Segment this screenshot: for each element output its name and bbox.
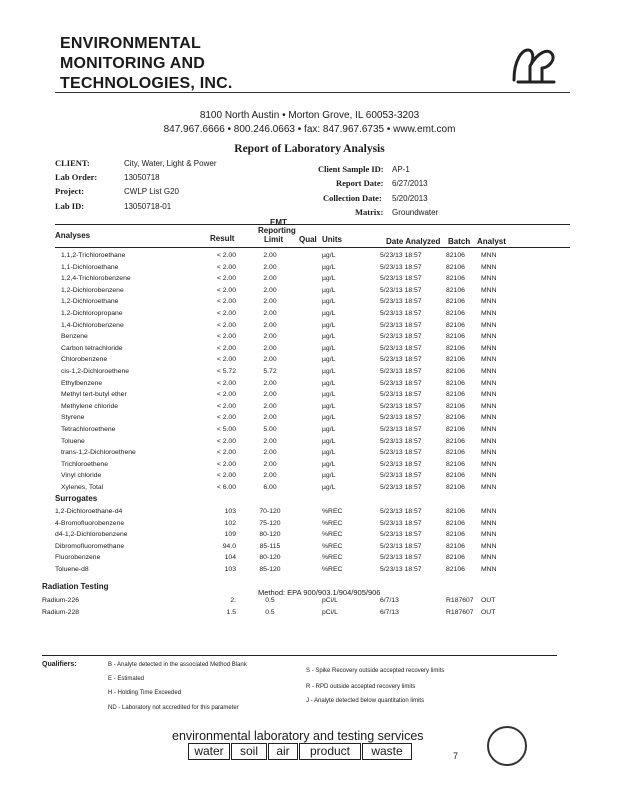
tag-soil: soil (231, 743, 267, 760)
date-analyzed: 6/7/13 (380, 608, 399, 616)
date-analyzed: 6/7/13 (380, 597, 399, 604)
reporting-limit: 2.00 (263, 263, 277, 271)
units: µg/L (322, 263, 336, 271)
result-value: < 2.00 (216, 460, 236, 468)
result-value: < 2.00 (216, 379, 236, 387)
units: µg/L (322, 426, 336, 433)
units: µg/L (322, 252, 336, 259)
analyte-name: Ethylbenzene (61, 379, 103, 387)
page-number: 7 (453, 751, 459, 761)
batch-id: 82106 (446, 472, 465, 480)
qualifier-j: J - Analyte detected below quantitation limits (306, 698, 425, 704)
date-analyzed: 5/23/13 18:57 (380, 542, 422, 550)
reporting-limit: 2.00 (263, 333, 277, 341)
report-title: Report of Laboratory Analysis (234, 143, 385, 155)
batch-id: 82106 (446, 391, 465, 399)
date-analyzed: 5/23/13 18:57 (380, 554, 422, 562)
units: pCi/L (322, 608, 338, 616)
analyst-id: MNN (481, 508, 497, 515)
reporting-limit: 85-115 (259, 542, 281, 550)
analyst-id: MNN (481, 484, 497, 491)
analyte-name: 1,2-Dichloroethane-d4 (55, 508, 123, 515)
analyte-name: Vinyl chloride (61, 472, 102, 480)
units: µg/L (322, 472, 336, 480)
batch-id: R187607 (446, 597, 474, 604)
reporting-limit: 2.00 (263, 321, 277, 329)
analyte-name: Styrene (61, 414, 85, 422)
reporting-limit: 2.00 (263, 286, 277, 294)
date-analyzed: 5/23/13 18:57 (380, 566, 422, 573)
units: µg/L (322, 402, 336, 410)
batch-id: 82106 (446, 286, 465, 294)
result-value: 102 (224, 519, 236, 527)
units: %REC (322, 519, 343, 527)
lab-order-value: 13050718 (124, 173, 160, 182)
reporting-limit: 75-120 (259, 519, 281, 527)
reporting-limit: 2.00 (263, 472, 277, 480)
batch-id: 82106 (446, 321, 465, 329)
units: µg/L (322, 449, 336, 457)
batch-id: 82106 (446, 368, 465, 375)
reporting-limit: 80-120 (259, 554, 281, 562)
batch-id: 82106 (446, 275, 465, 283)
units: %REC (322, 542, 343, 550)
date-analyzed: 5/23/13 18:57 (380, 437, 422, 445)
units: µg/L (322, 379, 336, 387)
company-line-3: TECHNOLOGIES, INC. (60, 75, 233, 92)
result-value: < 2.00 (216, 310, 236, 317)
units: µg/L (322, 286, 336, 294)
analyte-name: Radium-228 (42, 608, 80, 616)
result-value: < 2.00 (216, 414, 236, 422)
reporting-limit: 2.00 (263, 379, 277, 387)
lab-order-label: Lab Order: (55, 172, 98, 182)
analyst-id: MNN (481, 298, 497, 306)
analyst-id: MNN (481, 402, 497, 410)
col-analyses: Analyses (55, 231, 91, 240)
result-value: < 2.00 (216, 321, 236, 329)
tag-waste: waste (362, 743, 412, 760)
units: %REC (322, 531, 343, 539)
result-value: < 6.00 (216, 484, 236, 491)
client-value: City, Water, Light & Power (124, 159, 217, 168)
batch-id: 82106 (446, 437, 465, 445)
analyst-id: MNN (481, 460, 497, 468)
analyte-name: Trichloroethene (61, 460, 108, 468)
analyst-id: MNN (481, 379, 497, 387)
batch-id: 82106 (446, 566, 465, 573)
analyst-id: MNN (481, 286, 497, 294)
date-analyzed: 5/23/13 18:57 (380, 379, 422, 387)
analyst-id: MNN (481, 566, 497, 573)
analyte-name: d4-1,2-Dichlorobenzene (55, 531, 128, 539)
result-value: < 2.00 (216, 356, 236, 364)
batch-id: 82106 (446, 554, 465, 562)
analyte-name: Carbon tetrachloride (61, 344, 123, 352)
analyst-id: MNN (481, 321, 497, 329)
result-value: < 2.00 (216, 263, 236, 271)
batch-id: 82106 (446, 531, 465, 539)
result-value: < 5.72 (216, 368, 236, 375)
batch-id: 82106 (446, 356, 465, 364)
analyst-id: MNN (481, 472, 497, 480)
result-value: 103 (224, 508, 236, 515)
date-analyzed: 5/23/13 18:57 (380, 263, 422, 271)
reporting-limit: 2.00 (263, 402, 277, 410)
date-analyzed: 5/23/13 18:57 (380, 275, 422, 283)
reporting-limit: 5.00 (263, 426, 277, 433)
header-divider (55, 92, 570, 93)
result-value: < 2.00 (216, 449, 236, 457)
result-value: < 2.00 (216, 402, 236, 410)
units: µg/L (322, 333, 336, 341)
project-value: CWLP List G20 (124, 187, 179, 196)
units: µg/L (322, 437, 336, 445)
date-analyzed: 5/23/13 18:57 (380, 321, 422, 329)
report-date-value: 6/27/2013 (392, 179, 428, 188)
report-date-label: Report Date: (336, 178, 384, 188)
batch-id: 82106 (446, 379, 465, 387)
result-value: < 2.00 (216, 437, 236, 445)
radiation-method: Method: EPA 900/903.1/904/905/906 (258, 588, 381, 597)
units: µg/L (322, 391, 336, 399)
reporting-limit: 5.72 (263, 368, 277, 375)
analyst-id: MNN (481, 437, 497, 445)
batch-id: 82106 (446, 310, 465, 317)
units: pCi/L (322, 597, 338, 604)
col-reporting: Reporting (258, 226, 296, 235)
company-name (60, 34, 233, 94)
footer-tagline: environmental laboratory and testing services (172, 729, 424, 743)
result-value: 94.0 (222, 542, 236, 550)
analyst-id: MNN (481, 252, 497, 259)
units: µg/L (322, 414, 336, 422)
reporting-limit: 2.00 (263, 252, 277, 259)
units: µg/L (322, 310, 336, 317)
col-date-analyzed: Date Analyzed (386, 237, 441, 246)
batch-id: 82106 (446, 263, 465, 271)
units: %REC (322, 566, 343, 573)
date-analyzed: 5/23/13 18:57 (380, 426, 422, 433)
date-analyzed: 5/23/13 18:57 (380, 449, 422, 457)
date-analyzed: 5/23/13 18:57 (380, 414, 422, 422)
analyte-name: 1,1,2-Trichloroethane (61, 252, 126, 259)
result-value: < 2.00 (216, 344, 236, 352)
tag-water: water (188, 743, 230, 760)
analyst-id: MNN (481, 368, 497, 375)
batch-id: R187607 (446, 608, 474, 616)
reporting-limit: 2.00 (263, 344, 277, 352)
units: %REC (322, 508, 343, 515)
analyst-id: MNN (481, 426, 497, 433)
emt-logo-icon (508, 42, 560, 88)
analyte-name: 4-Bromofluorobenzene (55, 519, 125, 527)
batch-id: 82106 (446, 298, 465, 306)
date-analyzed: 5/23/13 18:57 (380, 298, 422, 306)
analyst-id: MNN (481, 275, 497, 283)
qualifier-e: E - Estimated (108, 676, 145, 682)
table-top-rule (55, 224, 570, 225)
date-analyzed: 5/23/13 18:57 (380, 460, 422, 468)
col-result: Result (210, 234, 235, 243)
analyst-id: MNN (481, 554, 497, 562)
col-limit: Limit (264, 235, 284, 244)
col-batch: Batch (448, 237, 471, 246)
date-analyzed: 5/23/13 18:57 (380, 531, 422, 539)
date-analyzed: 5/23/13 18:57 (380, 310, 422, 317)
analyte-name: 1,2-Dichloroethane (61, 298, 119, 306)
result-value: 1.5 (226, 608, 236, 616)
date-analyzed: 5/23/13 18:57 (380, 286, 422, 294)
qualifier-h: H - Holding Time Exceeded (108, 690, 182, 696)
result-value: 109 (224, 531, 236, 539)
result-value: < 2.00 (216, 298, 236, 306)
analyte-name: Xylenes, Total (61, 484, 104, 491)
analyte-name: 1,2-Dichloropropane (61, 310, 123, 317)
client-sample-label: Client Sample ID: (318, 164, 384, 174)
date-analyzed: 5/23/13 18:57 (380, 391, 422, 399)
date-analyzed: 5/23/13 18:57 (380, 333, 422, 341)
analyst-id: MNN (481, 263, 497, 271)
result-value: < 2.00 (216, 286, 236, 294)
matrix-value: Groundwater (392, 208, 439, 217)
lab-id-value: 13050718-01 (124, 202, 172, 211)
units: µg/L (322, 298, 336, 306)
matrix-label: Matrix: (355, 207, 384, 217)
units: µg/L (322, 344, 336, 352)
analyte-name: 1,4-Dichlorobenzene (61, 321, 124, 329)
company-phones: 847.967.6666 • 800.246.0663 • fax: 847.967.6735 • www.emt.com (163, 124, 456, 135)
reporting-limit: 2.00 (263, 391, 277, 399)
reporting-limit: 2.00 (263, 460, 277, 468)
surrogates-label: Surrogates (55, 494, 98, 503)
date-analyzed: 5/23/13 18:57 (380, 519, 422, 527)
analyte-name: cis-1,2-Dichloroethene (61, 368, 130, 375)
batch-id: 82106 (446, 460, 465, 468)
col-qual: Qual (299, 235, 317, 244)
reporting-limit: 2.00 (263, 310, 277, 317)
analyte-name: Tetrachloroethene (61, 426, 116, 433)
reporting-limit: 85-120 (259, 566, 281, 573)
batch-id: 82106 (446, 252, 465, 259)
col-emt: EMT (270, 218, 287, 227)
result-value: 104 (224, 554, 236, 562)
batch-id: 82106 (446, 402, 465, 410)
company-line-1: ENVIRONMENTAL (60, 35, 201, 52)
batch-id: 82106 (446, 542, 465, 550)
units: µg/L (322, 321, 336, 329)
result-value: < 2.00 (216, 472, 236, 480)
batch-id: 82106 (446, 344, 465, 352)
analyte-name: 1,2,4-Trichlorobenzene (61, 275, 131, 283)
accreditation-seal-icon (487, 726, 527, 766)
result-value: < 5.00 (216, 426, 236, 433)
tag-air: air (268, 743, 298, 760)
reporting-limit: 6.00 (263, 484, 277, 491)
batch-id: 82106 (446, 484, 465, 491)
analyst-id: MNN (481, 333, 497, 341)
date-analyzed: 5/23/13 18:57 (380, 484, 422, 491)
analyte-name: Chlorobenzene (61, 356, 108, 364)
reporting-limit: 2.00 (263, 275, 277, 283)
analyst-id: MNN (481, 310, 497, 317)
tag-product: product (299, 743, 361, 760)
analyst-id: MNN (481, 344, 497, 352)
qualifier-s: S - Spike Recovery outside accepted recovery limits (306, 668, 445, 674)
analyte-name: Toluene (61, 437, 85, 445)
analyte-name: 1,1-Dichloroethane (61, 263, 119, 271)
result-value: 103 (224, 566, 236, 573)
radiation-label: Radiation Testing (42, 582, 109, 591)
analyst-id: MNN (481, 519, 497, 527)
qualifiers-rule (42, 655, 557, 656)
lab-id-label: Lab ID: (55, 201, 85, 211)
analyst-id: OUT (481, 608, 496, 616)
date-analyzed: 5/23/13 18:57 (380, 472, 422, 480)
batch-id: 82106 (446, 508, 465, 515)
analyst-id: MNN (481, 356, 497, 364)
result-value: 2. (230, 597, 236, 604)
analyte-name: Methylene chloride (61, 402, 119, 410)
analyte-name: Dibromofluoromethane (55, 542, 125, 550)
analyte-name: 1,2-Dichlorobenzene (61, 286, 124, 294)
result-value: < 2.00 (216, 333, 236, 341)
reporting-limit: 2.00 (263, 298, 277, 306)
analyst-id: MNN (481, 531, 497, 539)
reporting-limit: 2.00 (263, 356, 277, 364)
analyte-name: Toluene-d8 (55, 566, 89, 573)
analyte-name: Radium-226 (42, 597, 80, 604)
client-label: CLIENT: (55, 158, 90, 168)
analyst-id: MNN (481, 391, 497, 399)
date-analyzed: 5/23/13 18:57 (380, 508, 422, 515)
analyst-id: OUT (481, 597, 496, 604)
qualifier-b: B - Analyte detected in the associated Method Blank (108, 662, 247, 668)
analyte-name: trans-1,2-Dichloroethene (61, 449, 136, 457)
date-analyzed: 5/23/13 18:57 (380, 368, 422, 375)
reporting-limit: 0.5 (265, 608, 275, 616)
result-value: < 2.00 (216, 391, 236, 399)
company-address: 8100 North Austin • Morton Grove, IL 60053-3203 (199, 110, 420, 121)
client-sample-value: AP-1 (392, 165, 410, 174)
batch-id: 82106 (446, 519, 465, 527)
batch-id: 82106 (446, 426, 465, 433)
date-analyzed: 5/23/13 18:57 (380, 402, 422, 410)
qualifier-nd: ND - Laboratory not accredited for this parameter (108, 705, 239, 711)
units: µg/L (322, 460, 336, 468)
analyte-name: Methyl tert-butyl ether (61, 391, 127, 399)
reporting-limit: 2.00 (263, 414, 277, 422)
col-units: Units (322, 235, 342, 244)
collection-date-label: Collection Date: (323, 193, 382, 203)
col-analyst: Analyst (477, 237, 506, 246)
date-analyzed: 5/23/13 18:57 (380, 356, 422, 364)
qualifiers-label: Qualifiers: (42, 661, 77, 668)
date-analyzed: 5/23/13 18:57 (380, 344, 422, 352)
reporting-limit: 0.5 (265, 597, 275, 604)
analyst-id: MNN (481, 449, 497, 457)
reporting-limit: 70-120 (259, 508, 281, 515)
analyte-name: Benzene (61, 333, 88, 341)
result-value: < 2.00 (216, 275, 236, 283)
analyst-id: MNN (481, 542, 497, 550)
company-line-2: MONITORING AND (60, 55, 206, 72)
project-label: Project: (55, 186, 85, 196)
table-header-rule (55, 247, 570, 248)
batch-id: 82106 (446, 333, 465, 341)
units: µg/L (322, 368, 336, 375)
batch-id: 82106 (446, 414, 465, 422)
date-analyzed: 5/23/13 18:57 (380, 252, 422, 259)
units: µg/L (322, 356, 336, 364)
analyte-name: Fluorobenzene (55, 554, 101, 562)
reporting-limit: 2.00 (263, 449, 277, 457)
analyst-id: MNN (481, 414, 497, 422)
reporting-limit: 80-120 (259, 531, 281, 539)
reporting-limit: 2.00 (263, 437, 277, 445)
units: µg/L (322, 484, 336, 491)
collection-date-value: 5/20/2013 (392, 194, 428, 203)
units: µg/L (322, 275, 336, 283)
batch-id: 82106 (446, 449, 465, 457)
result-value: < 2.00 (216, 252, 236, 259)
units: %REC (322, 554, 343, 562)
qualifier-r: R - RPD outside accepted recovery limits (306, 684, 416, 690)
